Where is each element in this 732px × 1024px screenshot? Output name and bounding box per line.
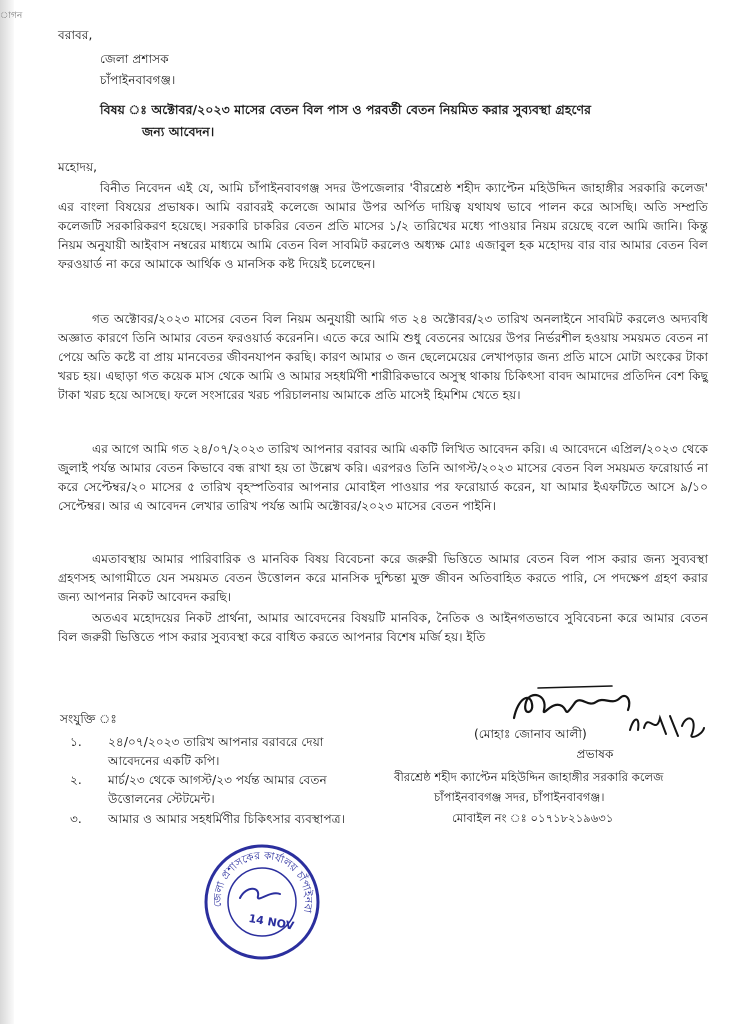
address-district: চাঁপাইনবাবগঞ্জ। bbox=[100, 73, 176, 87]
attachment-number: ৩. bbox=[70, 812, 82, 826]
signatory-name: (মোহাঃ জোনাব আলী) bbox=[474, 727, 587, 741]
page-edge-shadow bbox=[0, 0, 14, 1024]
paragraph-5: অতএব মহোদয়ের নিকট প্রার্থনা, আমার আবেদনের বিষয়টি মানবিক, নৈতিক ও আইনগতভাবে সুবিবেচনা করে আমার বেতন বিল জরুরী ভিত্তিতে পাস করার সুব্যবস্থা করে বাধিত করতে আপনার বিশেষ মর্জি হয়। ইতি bbox=[58, 611, 708, 645]
address-recipient: জেলা প্রশাসক bbox=[100, 52, 169, 66]
attachment-text: আমার ও আমার সহধর্মিণীর চিকিৎসার ব্যবস্থাপত্র। bbox=[108, 812, 346, 826]
handwritten-date-mark bbox=[626, 706, 706, 742]
attachment-number: ১. bbox=[70, 735, 82, 749]
handwritten-signature bbox=[508, 680, 638, 730]
attachment-text: মার্চ/২৩ থেকে আগস্ট/২৩ পর্যন্ত আমার বেতন উত্তোলনের স্টেটমেন্ট। bbox=[108, 773, 327, 806]
paragraph-3: এর আগে আমি গত ২৪/০৭/২০২৩ তারিখ আপনার বরাবর আমি একটি লিখিত আবেদন করি। এ আবেদনে এপ্রিল/২০২৩ থেকে জুলাই পর্যন্ত আমার বেতন কিভাবে বন্ধ রাখা হয় তা উল্লেখ করি। এরপরও তিনি আগস্ট/২০২৩ মাসের বেতন বিল সময়মত ফরোয়ার্ড না করে সেপ্টেম্বর/২০ মাসের ৫ তারিখ বৃহস্পতিবার আপনার মোবাইল পাওয়ার পর ফরোয়ার্ড করেন, যা আমার ইএফটিতে আসে ৯/১০ সেপ্টেম্বর। আর এ আবেদন লেখার তারিখ পর্যন্ত আমি অক্টোবর/২০২৩ মাসের বেতন পাইনি। bbox=[58, 442, 708, 514]
paragraph-2: গত অক্টোবর/২০২৩ মাসের বেতন বিল নিয়ম অনুযায়ী আমি গত ২৪ অক্টোবর/২৩ তারিখ অনলাইনে সাবমিট করলেও অদ্যবধি অজ্ঞাত কারণে তিনি আমার বেতন ফরওয়ার্ড করেননি। এতে করে আমি শুধু বেতনের আয়ের উপর নির্ভরশীল হওয়ায় সময়মত বেতন না পেয়ে অতি কষ্টে বা প্রায় মানবেতর জীবনযাপন করছি। কারণ আমার ৩ জন ছেলেমেয়ের লেখাপড়ার জন্য প্রতি মাসে মোটা অংকের টাকা খরচ হয়। এছাড়া গত কয়েক মাস থেকে আমি ও আমার সহধর্মিণী শারীরিকভাবে অসুস্থ থাকায় চিকিৎসা বাবদ আমাদের প্রতিদিন বেশ কিছু টাকা খরচ হয়ে আসছে। ফলে সংসারের খরচ পরিচালনায় আমাকে প্রতি মাসেই হিমশিম খেতে হয়। bbox=[58, 312, 708, 403]
salutation: মহোদয়, bbox=[58, 160, 98, 174]
stamp-date: 14 NOV bbox=[247, 911, 296, 933]
signatory-mobile: মোবাইল নং ঃ ০১৭১৮২১৯৬৩১ bbox=[452, 811, 614, 825]
attachments-title: সংযুক্তি ঃ bbox=[60, 712, 117, 726]
signatory-location: চাঁপাইনবাবগঞ্জ সদর, চাঁপাইনবাবগঞ্জ। bbox=[434, 790, 605, 804]
subject-line bbox=[100, 99, 710, 143]
subject-line-2: জন্য আবেদন। bbox=[142, 124, 215, 139]
attachment-item bbox=[70, 810, 370, 829]
edge-fragment-text: াগন bbox=[0, 11, 23, 21]
office-receipt-stamp bbox=[195, 831, 325, 965]
signatory-college: বীরশ্রেষ্ঠ শহীদ ক্যাপ্টেন মহিউদ্দিন জাহাঙ্গীর সরকারি কলেজ bbox=[394, 770, 664, 784]
attachment-number: ২. bbox=[70, 773, 82, 787]
paragraph-4: এমতাবস্থায় আমার পারিবারিক ও মানবিক বিষয় বিবেচনা করে জরুরী ভিত্তিতে আমার বেতন বিল পাস করার জন্য সুব্যবস্থা গ্রহণসহ আগামীতে যেন সময়মত বেতন উত্তোলন করে মানসিক দুশ্চিন্তা মুক্ত জীবন অতিবাহিত করতে পারি, সে পদক্ষেপ গ্রহণ করার জন্য আপনার নিকট আবেদন করছি। bbox=[58, 552, 708, 605]
address-to: বরাবর, bbox=[58, 28, 93, 42]
subject-line-1: বিষয় ঃ অক্টোবর/২০২৩ মাসের বেতন বিল পাস ও পরবর্তী বেতন নিয়মিত করার সুব্যবস্থা গ্রহণের bbox=[100, 102, 592, 117]
attachment-item bbox=[70, 771, 370, 809]
paragraph-1: বিনীত নিবেদন এই যে, আমি চাঁপাইনবাবগঞ্জ সদর উপজেলার 'বীরশ্রেষ্ঠ শহীদ ক্যাপ্টেন মহিউদ্দিন জাহাঙ্গীর সরকারি কলেজ' এর বাংলা বিষয়ের প্রভাষক। আমি বরাবরই কলেজে আমার উপর অর্পিত দায়িত্ব যথাযথ ভাবে পালন করে আসছি। অতি সম্প্রতি কলেজটি সরকারিকরণ হয়েছে। সরকারি চাকরির বেতন প্রতি মাসের ১/২ তারিখের মধ্যে পাওয়ার নিয়ম রয়েছে বলে আমি জানি। কিন্তু নিয়ম অনুযায়ী আইবাস নম্বরের মাধ্যমে আমি বেতন বিল সাবমিট করলেও অধ্যক্ষ মোঃ এজাবুল হক মহোদয় বার বার আমার বেতন বিল ফরওয়ার্ড না করে আমাকে আর্থিক ও মানসিক কষ্ট দিয়েই চলেছেন। bbox=[58, 181, 708, 272]
attachment-text: ২৪/০৭/২০২৩ তারিখ আপনার বরাবরে দেয়া আবেদনের একটি কপি। bbox=[108, 735, 324, 768]
signatory-designation: প্রভাষক bbox=[576, 747, 614, 761]
stamp-arc-text: জেলা প্রশাসকের কার্যালয় চাঁপাইনবাবগঞ্জ bbox=[195, 831, 315, 914]
